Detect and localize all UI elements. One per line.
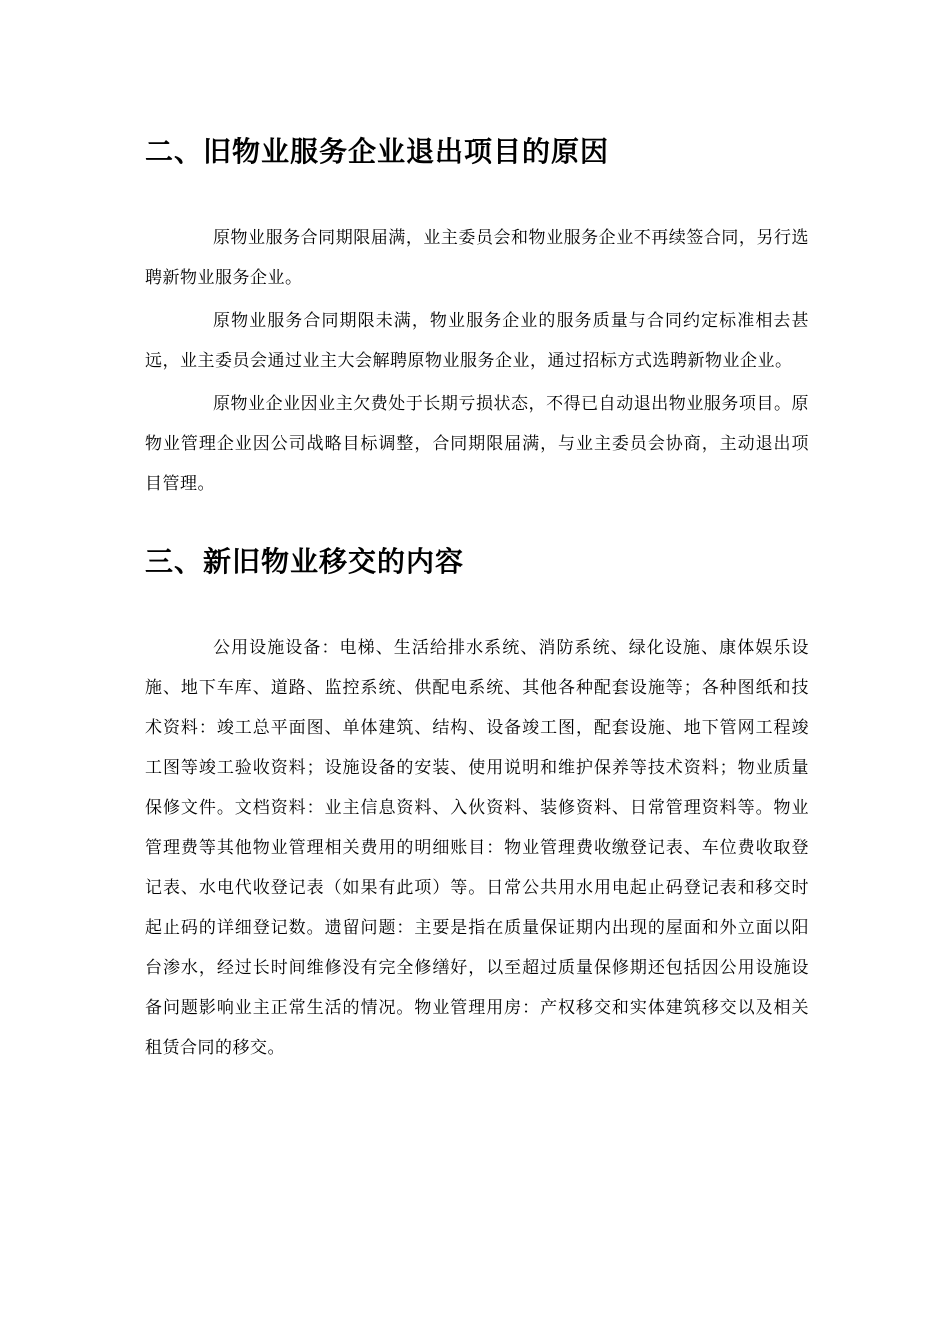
section-heading-handover-content: 三、新旧物业移交的内容 — [145, 545, 465, 578]
paragraph: 原物业服务合同期限届满，业主委员会和物业服务企业不再续签合同，另行选聘新物业服务企业。 — [145, 228, 809, 288]
paragraph: 原物业服务合同期限未满，物业服务企业的服务质量与合同约定标准相去甚远，业主委员会通过业主大会解聘原物业服务企业，通过招标方式选聘新物业企业。 — [145, 311, 809, 371]
section-body-handover-content — [145, 628, 809, 1068]
document-page — [145, 0, 809, 1068]
section-body-exit-reasons — [145, 218, 809, 504]
paragraph: 原物业企业因业主欠费处于长期亏损状态，不得已自动退出物业服务项目。原物业管理企业因公司战略目标调整，合同期限届满，与业主委员会协商，主动退出项目管理。 — [145, 394, 809, 494]
paragraph: 公用设施设备：电梯、生活给排水系统、消防系统、绿化设施、康体娱乐设施、地下车库、道路、监控系统、供配电系统、其他各种配套设施等；各种图纸和技术资料：竣工总平面图、单体建筑、结构、设备竣工图，配套设施、地下管网工程竣工图等竣工验收资料；设施设备的安装、使用说明和维护保养等技术资料；物业质量保修文件。文档资料：业主信息资料、入伙资料、装修资料、日常管理资料等。物业管理费等其他物业管理相关费用的明细账目：物业管理费收缴登记表、车位费收取登记表、水电代收登记表（如果有此项）等。日常公共用水用电起止码登记表和移交时起止码的详细登记数。遗留问题：主要是指在质量保证期内出现的屋面和外立面以阳台渗水，经过长时间维修没有完全修缮好，以至超过质量保修期还包括因公用设施设备问题影响业主正常生活的情况。物业管理用房：产权移交和实体建筑移交以及相关租赁合同的移交。 — [145, 638, 809, 1058]
section-heading-exit-reasons: 二、旧物业服务企业退出项目的原因 — [145, 135, 610, 168]
